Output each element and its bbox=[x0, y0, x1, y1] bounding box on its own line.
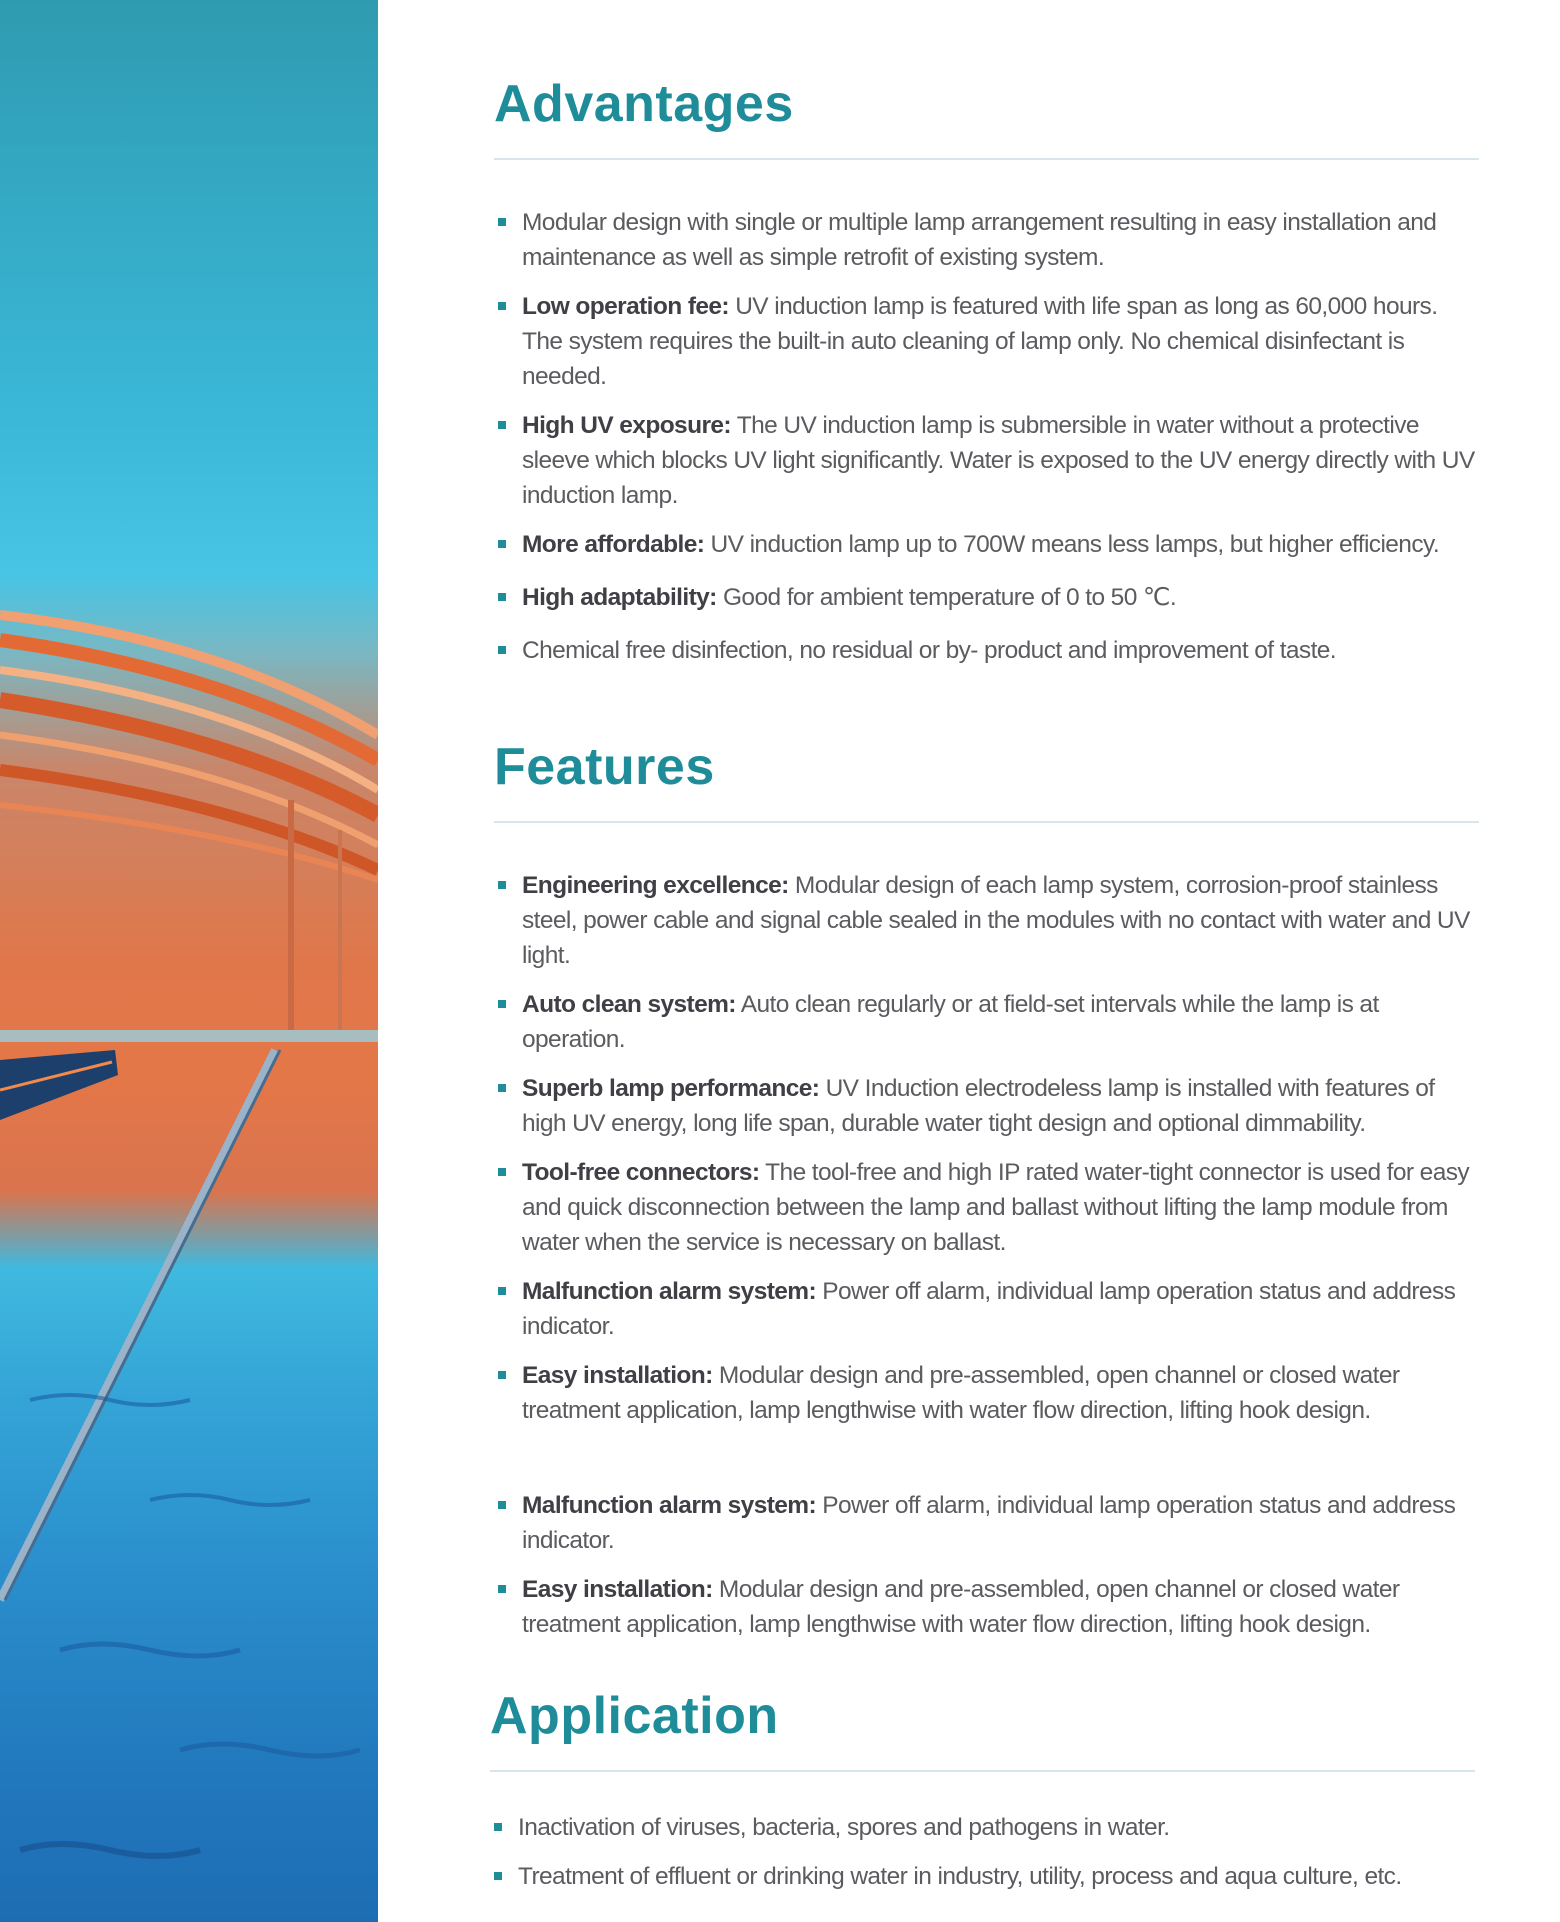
advantage-item: High UV exposure: The UV induction lamp is submersible in water without a protective sleeve which blocks UV light significantly. Water is exposed to the UV energy directly with UV induction lamp. bbox=[494, 408, 1479, 513]
advantages-title: Advantages bbox=[494, 75, 794, 133]
feature-item: Easy installation: Modular design and pre-assembled, open channel or closed water treatment application, lamp lengthwise with water flow direction, lifting hook design. bbox=[494, 1358, 1479, 1428]
bullet-icon bbox=[498, 1168, 506, 1176]
bullet-icon bbox=[498, 593, 506, 601]
application-item: Treatment of effluent or drinking water in industry, utility, process and aqua culture, etc. bbox=[490, 1859, 1475, 1894]
application-item: Inactivation of viruses, bacteria, spores and pathogens in water. bbox=[490, 1810, 1475, 1845]
application-divider bbox=[490, 1770, 1475, 1772]
features-section bbox=[494, 738, 1479, 1656]
application-title: Application bbox=[490, 1687, 779, 1745]
feature-item: Malfunction alarm system: Power off alarm, individual lamp operation status and address indicator. bbox=[494, 1274, 1479, 1344]
bullet-icon bbox=[498, 1585, 506, 1593]
bullet-icon bbox=[498, 302, 506, 310]
advantage-item: Chemical free disinfection, no residual or by- product and improvement of taste. bbox=[494, 633, 1479, 668]
advantage-item: Modular design with single or multiple lamp arrangement resulting in easy installation and maintenance as well as simple retrofit of existing system. bbox=[494, 205, 1479, 275]
application-section bbox=[490, 1687, 1475, 1908]
bullet-icon bbox=[498, 646, 506, 654]
bullet-icon bbox=[494, 1823, 502, 1831]
features-list bbox=[494, 868, 1479, 1428]
feature-item: Tool-free connectors: The tool-free and high IP rated water-tight connector is used for easy and quick disconnection between the lamp and ballast without lifting the lamp module from water when the service is necessary on ballast. bbox=[494, 1155, 1479, 1260]
bullet-icon bbox=[498, 218, 506, 226]
advantages-list bbox=[494, 205, 1479, 668]
features-title: Features bbox=[494, 738, 715, 796]
feature-item: Malfunction alarm system: Power off alarm, individual lamp operation status and address indicator. bbox=[494, 1488, 1479, 1558]
application-list bbox=[490, 1810, 1475, 1894]
bullet-icon bbox=[498, 421, 506, 429]
bullet-icon bbox=[498, 540, 506, 548]
bullet-icon bbox=[498, 1287, 506, 1295]
advantages-divider bbox=[494, 158, 1479, 160]
features-list-repeat bbox=[494, 1488, 1479, 1642]
bullet-icon bbox=[498, 1371, 506, 1379]
feature-item: Easy installation: Modular design and pre-assembled, open channel or closed water treatment application, lamp lengthwise with water flow direction, lifting hook design. bbox=[494, 1572, 1479, 1642]
bullet-icon bbox=[498, 1501, 506, 1509]
advantage-item: High adaptability: Good for ambient temperature of 0 to 50 ℃. bbox=[494, 580, 1479, 615]
bullet-icon bbox=[498, 881, 506, 889]
feature-item: Auto clean system: Auto clean regularly or at field-set intervals while the lamp is at operation. bbox=[494, 987, 1479, 1057]
advantages-section bbox=[494, 75, 1479, 682]
bullet-icon bbox=[498, 1084, 506, 1092]
bullet-icon bbox=[494, 1872, 502, 1880]
feature-item: Superb lamp performance: UV Induction electrodeless lamp is installed with features of high UV energy, long life span, durable water tight design and optional dimmability. bbox=[494, 1071, 1479, 1141]
features-divider bbox=[494, 821, 1479, 823]
water-treatment-illustration bbox=[0, 0, 378, 1922]
bullet-icon bbox=[498, 1000, 506, 1008]
advantage-item: More affordable: UV induction lamp up to 700W means less lamps, but higher efficiency. bbox=[494, 527, 1479, 562]
hero-photo bbox=[0, 0, 378, 1922]
feature-item: Engineering excellence: Modular design of each lamp system, corrosion-proof stainless steel, power cable and signal cable sealed in the modules with no contact with water and UV light. bbox=[494, 868, 1479, 973]
advantage-item: Low operation fee: UV induction lamp is featured with life span as long as 60,000 hours. The system requires the built-in auto cleaning of lamp only. No chemical disinfectant is needed. bbox=[494, 289, 1479, 394]
